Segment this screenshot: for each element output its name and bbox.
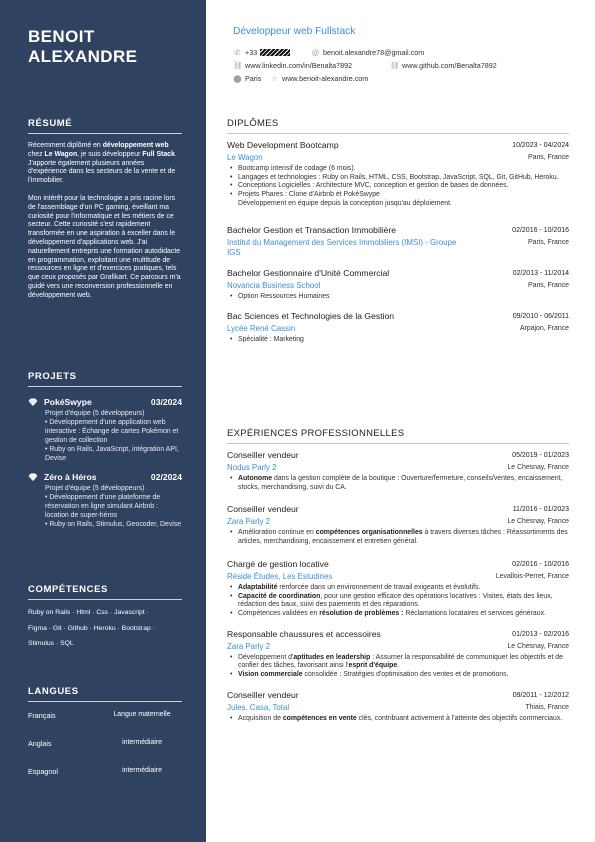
entry-item (227, 311, 569, 345)
entry-title: Chargé de gestion locative (227, 558, 329, 569)
entry-organization: Institut du Management des Services Immobiliers (IMSI) - Groupe IGS (227, 237, 457, 257)
language-name: Espagnol (28, 767, 58, 776)
language-level: intermédiaire (122, 739, 162, 746)
bullet-item: • Conceptions Logicielles : Architecture MVC, conception et gestion de bases de données. (227, 182, 569, 191)
entry-header (227, 311, 569, 322)
email[interactable]: @ benoit.alexandre78@gmail.com (311, 48, 425, 57)
education-section (227, 118, 569, 355)
entry-bullets (227, 584, 569, 619)
language-level: intermédiaire (122, 767, 162, 774)
entry-bullets (227, 336, 569, 345)
entry-subheader (227, 463, 569, 473)
project-description: Projet d'équipe (5 développeurs) • Développement d'une application web interactive : Échange de cartes Pokémon et gestion de collection • Ruby on Rails, JavaScript, intégration API, Devise (45, 410, 179, 462)
entry-header (227, 629, 569, 640)
entry-item (227, 629, 569, 680)
entry-location: Le Chesnay, France (507, 518, 569, 526)
contact-block (233, 46, 563, 85)
project-header (28, 472, 182, 482)
bullet-item: • Autonome dans la gestion complète de la boutique : Ouverture/fermeture, conseils/ventes, encaissement, stocks, merchandising, suivi du CA. (227, 475, 569, 492)
phone: ✆ +33 (233, 48, 311, 57)
entry-subheader (227, 324, 569, 334)
entry-dates: 10/2023 - 04/2024 (512, 142, 569, 149)
summary-paragraph-1: Récemment diplômé en développement web chez Le Wagon, je suis développeur Full Stack. J'apporte également plusieurs années d'expérience dans les secteurs de la vente et de l'immobilier. (28, 142, 177, 185)
entry-item (227, 140, 569, 209)
bullet-item: • Adaptabilité renforcée dans un environnement de travail exigeants et évolutifs. (227, 584, 569, 593)
entry-location: Le Chesnay, France (507, 464, 569, 471)
entry-title: Bac Sciences et Technologies de la Gestion (227, 311, 395, 322)
entry-location: Le Chesnay, France (507, 642, 569, 650)
experience-section (227, 428, 569, 733)
entry-location: Levallois-Perret, France (495, 572, 569, 580)
entry-header (227, 690, 569, 701)
entry-subheader (227, 572, 569, 582)
entry-organization: Novancia Business School (227, 280, 321, 290)
entry-organization: Le Wagon (227, 153, 263, 162)
project-header (28, 397, 182, 407)
entry-dates: 01/2013 - 02/2016 (512, 630, 569, 638)
bullet-item: • Acquisition de compétences en vente clés, contribuant activement à l'atteinte des objectifs commerciaux. (227, 715, 569, 724)
project-date: 02/2024 (150, 472, 182, 483)
project-item (28, 472, 182, 530)
project-title (28, 397, 92, 407)
bullet-item: • Vision commerciale consolidée : Stratégies d'optimisation des ventes et de promotions. (227, 671, 569, 680)
skills-section (28, 584, 182, 652)
entry-location: Thiais, France (525, 703, 569, 711)
bullet-item: • Compétences validées en résolution de problèmes : Réclamations locataires et services généraux. (227, 610, 569, 619)
entry-organization: Jules, Casa, Total (227, 702, 290, 712)
diamond-icon: 💎 (28, 472, 38, 482)
link-icon: ⛓ (390, 61, 400, 70)
bullet-item: • Capacité de coordination, pour une gestion efficace des opérations locatives : Visites, états des lieux, rédaction des baux, suivi des paiements et des réparations. (227, 593, 569, 610)
bullet-item: • Développement d'aptitudes en leadership : Assumer la responsabilité de communiquer les objectifs et de confier des tâches, favorisant ainsi l'esprit d'équipe. (227, 654, 569, 671)
entry-item (227, 504, 569, 546)
language-row (28, 711, 182, 720)
entry-subheader (227, 153, 569, 163)
entry-header (227, 140, 569, 151)
entry-subheader (227, 281, 569, 291)
entry-header (227, 559, 569, 570)
skills-title: COMPÉTENCES (28, 584, 182, 600)
language-row (28, 767, 182, 776)
entry-location: Paris, France (528, 154, 569, 161)
location-pin-icon: ⬤ (233, 74, 242, 83)
project-description: Projet d'équipe (5 développeurs) • Développement d'une plateforme de réservation en ligne simulant Airbnb : location de super-héros • Ruby on Rails, Stimulus, Geocoder, Devise (45, 485, 182, 529)
sidebar (0, 0, 206, 842)
entry-bullets (227, 293, 569, 302)
link-icon: ⛓ (233, 61, 243, 70)
star-icon: ☆ (271, 74, 278, 83)
entry-subheader (227, 642, 569, 652)
project-item (28, 397, 182, 463)
project-name: PokéSwype (43, 397, 92, 407)
entry-bullets (227, 165, 569, 209)
bullet-item: • Langages et technologies : Ruby on Rails, HTML, CSS, Bootstrap, JavaScript, SQL, Git, GitHub, Heroku. (227, 174, 569, 183)
headline: Développeur web Fullstack (233, 26, 356, 37)
entry-organization: Lycée René Cassin (227, 324, 296, 334)
experience-title: EXPÉRIENCES PROFESSIONNELLES (227, 428, 569, 444)
redacted-block (260, 49, 290, 56)
skills-line: Stimulus · SQL (28, 640, 74, 647)
linkedin-link[interactable]: ⛓ www.linkedin.com/in/Benalta7892 (233, 61, 353, 70)
entry-location: Paris, France (528, 281, 569, 289)
summary-section (28, 118, 182, 310)
entry-bullets (227, 715, 569, 724)
projects-section (28, 371, 182, 539)
entry-dates: 09/2011 - 12/2012 (512, 691, 569, 699)
entry-subheader (227, 703, 569, 713)
entry-subheader (227, 517, 569, 527)
project-title (28, 472, 97, 482)
entry-location: Paris, France (528, 238, 569, 246)
projects-title: PROJETS (28, 371, 182, 387)
entry-dates: 02/2016 - 10/2016 (512, 560, 569, 568)
bullet-item: • Bootcamp intensif de codage (6 mois). (227, 165, 569, 174)
language-name: Anglais (28, 739, 52, 748)
summary-title: RÉSUMÉ (28, 118, 182, 134)
entry-header (227, 450, 569, 461)
entry-item (227, 268, 569, 302)
bullet-item: • Option Ressources Humaines (227, 293, 569, 302)
entry-title: Bachelor Gestionnaire d'Unité Commercial (227, 267, 390, 278)
entry-item (227, 450, 569, 492)
bullet-item: • Amélioration continue en compétences organisationnelles à travers diverses tâches : Réassortiments des articles, merchandising, encaissement et entretien général. (227, 529, 569, 546)
bullet-item: • Projets Phares : Clone d'Airbnb et PokéSwype Développement en équipe depuis la conception jusqu'au déploiement. (227, 191, 569, 208)
entry-header (227, 268, 569, 279)
entry-header (227, 225, 569, 236)
entry-organization: Zara Parly 2 (227, 641, 270, 651)
candidate-name: BENOIT ALEXANDRE (28, 27, 138, 66)
entry-title: Responsable chaussures et accessoires (227, 628, 381, 639)
entry-bullets (227, 654, 569, 680)
entry-item (227, 690, 569, 724)
entry-title: Bachelor Gestion et Transaction Immobilière (227, 224, 397, 235)
entry-dates: 11/2016 - 01/2023 (512, 506, 569, 514)
entry-organization: Nodus Parly 2 (227, 463, 277, 472)
entry-organization: Zara Parly 2 (227, 517, 270, 527)
summary-paragraph-2: Mon intérêt pour la technologie a pris racine lors de l'assemblage d'un PC gaming, éveillant ma curiosité pour l'informatique et les métiers de ce secteur. Cette curiosité s'est rapidement transformée en une aspiration à exceller dans le développement d'applications web. J'ai naturellement entrepris une formation autodidacte en programmation, exploitant une multitude de ressources en ligne et d'exercices pratiques, tels que ceux proposés par Grafikart. Ce parcours m'a guidé vers une reconversion professionnelle en développement web. (28, 194, 181, 299)
entry-item (227, 225, 569, 258)
entry-header (227, 504, 569, 515)
entry-dates: 02/2013 - 11/2014 (512, 269, 569, 277)
diamond-icon: 💎 (28, 397, 38, 407)
language-row (28, 739, 182, 748)
entry-bullets (227, 529, 569, 546)
project-name: Zéro à Héros (43, 472, 97, 483)
phone-icon: ✆ (234, 48, 241, 57)
language-name: Français (28, 711, 56, 720)
entry-title: Conseiller vendeur (227, 504, 299, 515)
entry-title: Conseiller vendeur (227, 689, 299, 700)
entry-item (227, 559, 569, 619)
language-level: Langue maternelle (113, 711, 171, 718)
project-date: 03/2024 (150, 397, 182, 407)
entry-bullets (227, 475, 569, 492)
languages-section (28, 686, 182, 795)
entry-subheader (227, 238, 569, 258)
entry-dates: 02/2016 - 10/2016 (512, 226, 569, 234)
education-title: DIPLÔMES (227, 118, 569, 134)
website-link[interactable]: ☆ www.benoit-alexandre.com (271, 74, 369, 83)
entry-title: Web Development Bootcamp (227, 140, 339, 150)
city: ⬤ Paris (233, 74, 262, 83)
entry-dates: 05/2019 - 01/2023 (512, 452, 569, 459)
bullet-item: • Spécialité : Marketing (227, 336, 569, 345)
entry-organization: Réside Études, Les Estudines (227, 571, 333, 581)
entry-location: Arpajon, France (519, 325, 569, 333)
entry-title: Conseiller vendeur (227, 450, 299, 460)
github-link[interactable]: ⛓ www.github.com/Benalta7892 (390, 61, 497, 70)
entry-dates: 09/2010 - 06/2011 (512, 313, 569, 321)
skills-line: Figma · Git · Github · Heroku · Bootstrap · (28, 624, 155, 632)
at-icon: @ (311, 48, 320, 57)
skills-line: Ruby on Rails · Html · Css · Javascript · (28, 609, 149, 616)
languages-title: LANGUES (28, 686, 182, 702)
